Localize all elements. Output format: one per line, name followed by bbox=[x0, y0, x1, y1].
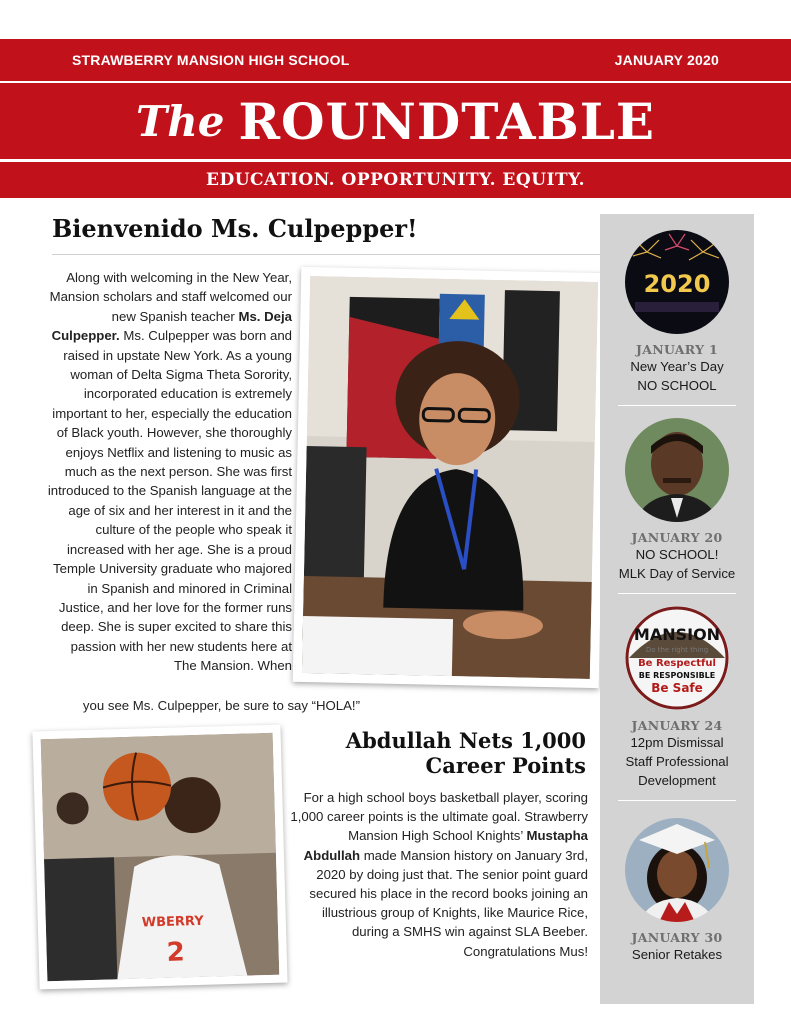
event-jan-20 bbox=[600, 418, 754, 594]
article2-headline-line1: Abdullah Nets 1,000 bbox=[345, 728, 586, 753]
logo-line1: Be Respectful bbox=[638, 658, 716, 669]
event-divider bbox=[618, 800, 736, 801]
mansion-values-logo bbox=[625, 606, 729, 710]
article2-player-name: Mustapha Abdullah bbox=[303, 828, 588, 863]
event-date: JANUARY 20 bbox=[631, 530, 723, 545]
event-line: Staff Professional bbox=[625, 754, 729, 769]
svg-text:2: 2 bbox=[166, 937, 186, 968]
article1-body bbox=[46, 268, 292, 676]
event-divider bbox=[618, 405, 736, 406]
event-line: New Year’s Day bbox=[630, 359, 724, 374]
article2-body bbox=[290, 788, 588, 961]
teacher-photo-image bbox=[302, 276, 598, 679]
article1-headline: Bienvenido Ms. Culpepper! bbox=[52, 214, 418, 243]
svg-text:WBERRY: WBERRY bbox=[141, 913, 204, 931]
masthead-top-bar bbox=[0, 39, 791, 81]
event-line: Development bbox=[638, 773, 716, 788]
logo-motto: Do the right thing bbox=[645, 646, 709, 654]
event-date: JANUARY 24 bbox=[631, 718, 723, 733]
calendar-sidebar bbox=[600, 214, 754, 1004]
fireworks-year: 2020 bbox=[643, 270, 711, 298]
issue-date: JANUARY 2020 bbox=[614, 52, 719, 68]
title-prefix: The bbox=[135, 96, 225, 146]
event-line: Senior Retakes bbox=[631, 947, 723, 962]
article2-headline-line2: Career Points bbox=[425, 753, 586, 778]
masthead-title bbox=[0, 83, 791, 159]
event-line: NO SCHOOL! bbox=[635, 547, 719, 562]
event-divider bbox=[618, 593, 736, 594]
basketball-photo bbox=[32, 725, 287, 990]
event-date: JANUARY 30 bbox=[631, 930, 723, 945]
mlk-portrait-image bbox=[625, 418, 729, 522]
headline-divider bbox=[52, 254, 602, 255]
article1-body-tail: you see Ms. Culpepper, be sure to say “HOLA!” bbox=[82, 698, 360, 713]
event-jan-30 bbox=[600, 818, 754, 964]
logo-title: MANSION bbox=[633, 625, 721, 644]
fireworks-image bbox=[625, 230, 729, 334]
title-main: ROUNDTABLE bbox=[238, 91, 656, 151]
tagline: EDUCATION. OPPORTUNITY. EQUITY. bbox=[0, 162, 791, 198]
article2-headline bbox=[296, 728, 586, 778]
article1-text-a: Along with welcoming in the New Year, Mansion scholars and staff welcomed our new Spanish teacher bbox=[49, 270, 292, 324]
event-line: 12pm Dismissal bbox=[630, 735, 724, 750]
school-name: STRAWBERRY MANSION HIGH SCHOOL bbox=[72, 52, 350, 68]
logo-line2: BE RESPONSIBLE bbox=[638, 671, 716, 680]
event-jan-1 bbox=[600, 230, 754, 406]
basketball-photo-image bbox=[41, 733, 280, 981]
logo-line3: Be Safe bbox=[651, 681, 703, 695]
event-line: MLK Day of Service bbox=[618, 566, 736, 581]
article1-teacher-name: Ms. Deja Culpepper. bbox=[51, 308, 292, 344]
article1-text-b: Ms. Culpepper was born and raised in upstate New York. As a young woman of Delta Sigma Theta Sorority, incorporated education is extremely important to her, especially the education of Black youth. However, she thoroughly enjoys Netflix and listening to music as much as the next person. She was first introduced to the Spanish language at the age of six and her interest in it and the culture of the people who speak it increased with her age. She is a proud Temple University graduate who majored in Spanish and minored in Criminal Justice, and her love for the former runs deep. She is super excited to share this passion with her new students here at The Mansion. When bbox=[47, 328, 292, 674]
event-line: NO SCHOOL bbox=[637, 378, 717, 393]
article2-text-b: made Mansion history on January 3rd, 2020 by doing just that. The senior point guard secured his place in the record books joining an illustrious group of Knights, like Maurice Rice, during a SMHS win against SLA Beeber. Congratulations Mus! bbox=[309, 847, 588, 959]
event-date: JANUARY 1 bbox=[636, 342, 718, 357]
graduate-portrait-image bbox=[625, 818, 729, 922]
event-jan-24 bbox=[600, 606, 754, 801]
teacher-photo bbox=[293, 267, 608, 688]
article2-text-a: For a high school boys basketball player, scoring 1,000 career points is the ultimate goal. Strawberry Mansion High School Knights’ bbox=[290, 790, 588, 844]
